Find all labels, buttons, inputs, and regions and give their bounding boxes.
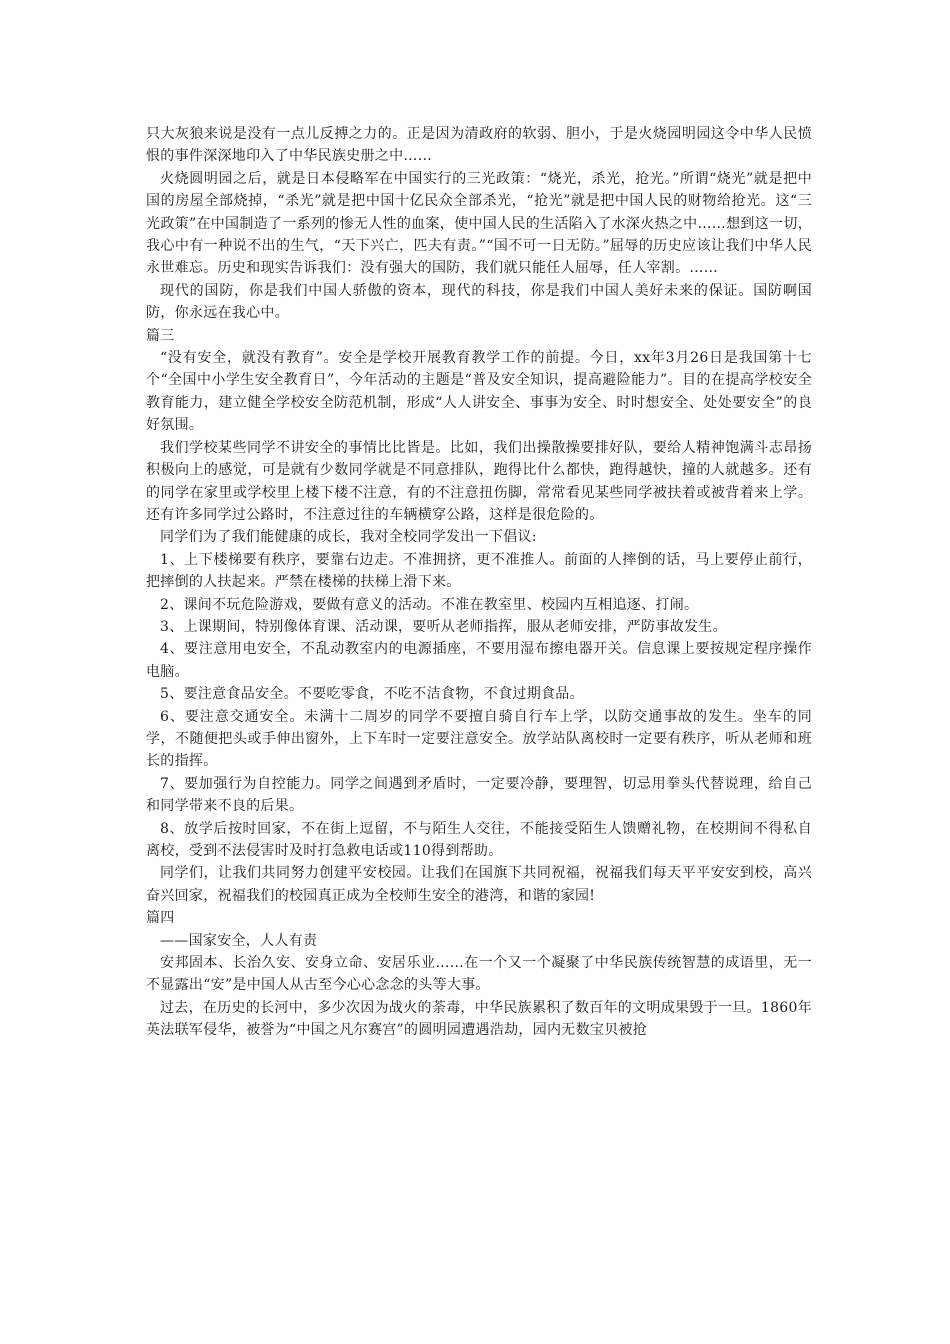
list-item: 6、要注意交通安全。未满十二周岁的同学不要擅自骑自行车上学，以防交通事故的发生。坐车的同学，不随便把头或手伸出窗外，上下车时一定要注意安全。放学站队离校时一定要有秩序，听从老师和班长的指挥。: [146, 708, 812, 770]
paragraph: “没有安全，就没有教育”。安全是学校开展教育教学工作的前提。今日，xx年3月26日是我国第十七个“全国中小学生安全教育日”，今年活动的主题是“普及安全知识，提高避险能力”。目的在提高学校安全教育能力，建立健全学校安全防范机制，形成“人人讲安全、事事为安全、时时想安全、处处要安全”的良好氛围。: [146, 350, 812, 434]
paragraph: 现代的国防，你是我们中国人骄傲的资本，现代的科技，你是我们中国人美好未来的保证。国防啊国防，你永远在我心中。: [146, 282, 812, 322]
list-item: 8、放学后按时回家，不在街上逗留，不与陌生人交往，不能接受陌生人馈赠礼物，在校期间不得私自离校，受到不法侵害时及时打急救电话或110得到帮助。: [146, 820, 812, 859]
paragraph: 我们学校某些同学不讲安全的事情比比皆是。比如，我们出操散操要排好队，要给人精神饱满斗志昂扬积极向上的感觉，可是就有少数同学就是不同意排队，跑得比什么都快，跑得越快，撞的人就越多。还有的同学在家里或学校里上楼下楼不注意，有的不注意扭伤脚，常常看见某些同学被扶着或被背着来上学。还有许多同学过公路时，不注意过往的车辆横穿公路，这样是很危险的。: [146, 439, 812, 523]
paragraph: 过去，在历史的长河中，多少次因为战火的荼毒，中华民族累积了数百年的文明成果毁于一旦。1860年英法联军侵华，被誉为“中国之凡尔赛宫”的圆明园遭遇浩劫，园内无数宝贝被抢: [146, 999, 812, 1039]
paragraph: 同学们为了我们能健康的成长，我对全校同学发出一下倡议:: [160, 529, 537, 546]
section-heading: 篇三: [146, 327, 175, 344]
section-heading: 篇四: [146, 910, 175, 927]
paragraph: 只大灰狼来说是没有一点儿反搏之力的。正是因为清政府的软弱、胆小，于是火烧园明园这令中华人民愤恨的事件深深地印入了中华民族史册之中……: [146, 126, 812, 165]
list-item: 5、要注意食品安全。不要吃零食，不吃不洁食物，不食过期食品。: [160, 686, 584, 703]
list-item: 3、上课期间，特别像体育课、活动课，要听从老师指挥，服从老师安排，严防事故发生。: [160, 618, 727, 635]
paragraph: 同学们，让我们共同努力创建平安校园。让我们在国旗下共同祝福，祝福我们每天平平安安到校，高兴奋兴回家，祝福我们的校园真正成为全校师生安全的港湾，和谐的家园!: [146, 865, 812, 904]
paragraph: 安邦固本、长治久安、安身立命、安居乐业……在一个又一个凝聚了中华民族传统智慧的成语里，无一不显露出“安”是中国人从古至今心心念念的头等大事。: [146, 955, 812, 994]
document-page: [146, 123, 812, 1042]
subtitle: ——国家安全，人人有责: [160, 932, 318, 949]
list-item: 4、要注意用电安全，不乱动教室内的电源插座，不要用湿布擦电器开关。信息课上要按规定程序操作电脑。: [146, 641, 812, 680]
list-item: 2、课间不玩危险游戏，要做有意义的活动。不准在教室里、校园内互相追逐、打闹。: [160, 596, 699, 613]
list-item: 1、上下楼梯要有秩序，要靠右边走。不准拥挤，更不准推人。前面的人摔倒的话，马上要停止前行，把摔倒的人扶起来。严禁在楼梯的扶梯上滑下来。: [146, 551, 812, 591]
paragraph: 火烧圆明园之后，就是日本侵略军在中国实行的三光政策：“烧光，杀光，抢光。”所谓“烧光”就是把中国的房屋全部烧掉，“杀光”就是把中国十亿民众全部杀光，“抢光”就是把中国人民的财物给抢光。这“三光政策”在中国制造了一系列的惨无人性的血案，使中国人民的生活陷入了水深火热之中……想到这一切，我心中有一种说不出的生气，“天下兴亡，匹夫有责。”“国不可一日无防。”屈辱的历史应该让我们中华人民永世难忘。历史和现实告诉我们：没有强大的国防，我们就只能任人屈辱，任人宰割。……: [146, 170, 812, 277]
list-item: 7、要加强行为自控能力。同学之间遇到矛盾时，一定要冷静，要理智，切忌用拳头代替说理，给自己和同学带来不良的后果。: [146, 775, 812, 815]
